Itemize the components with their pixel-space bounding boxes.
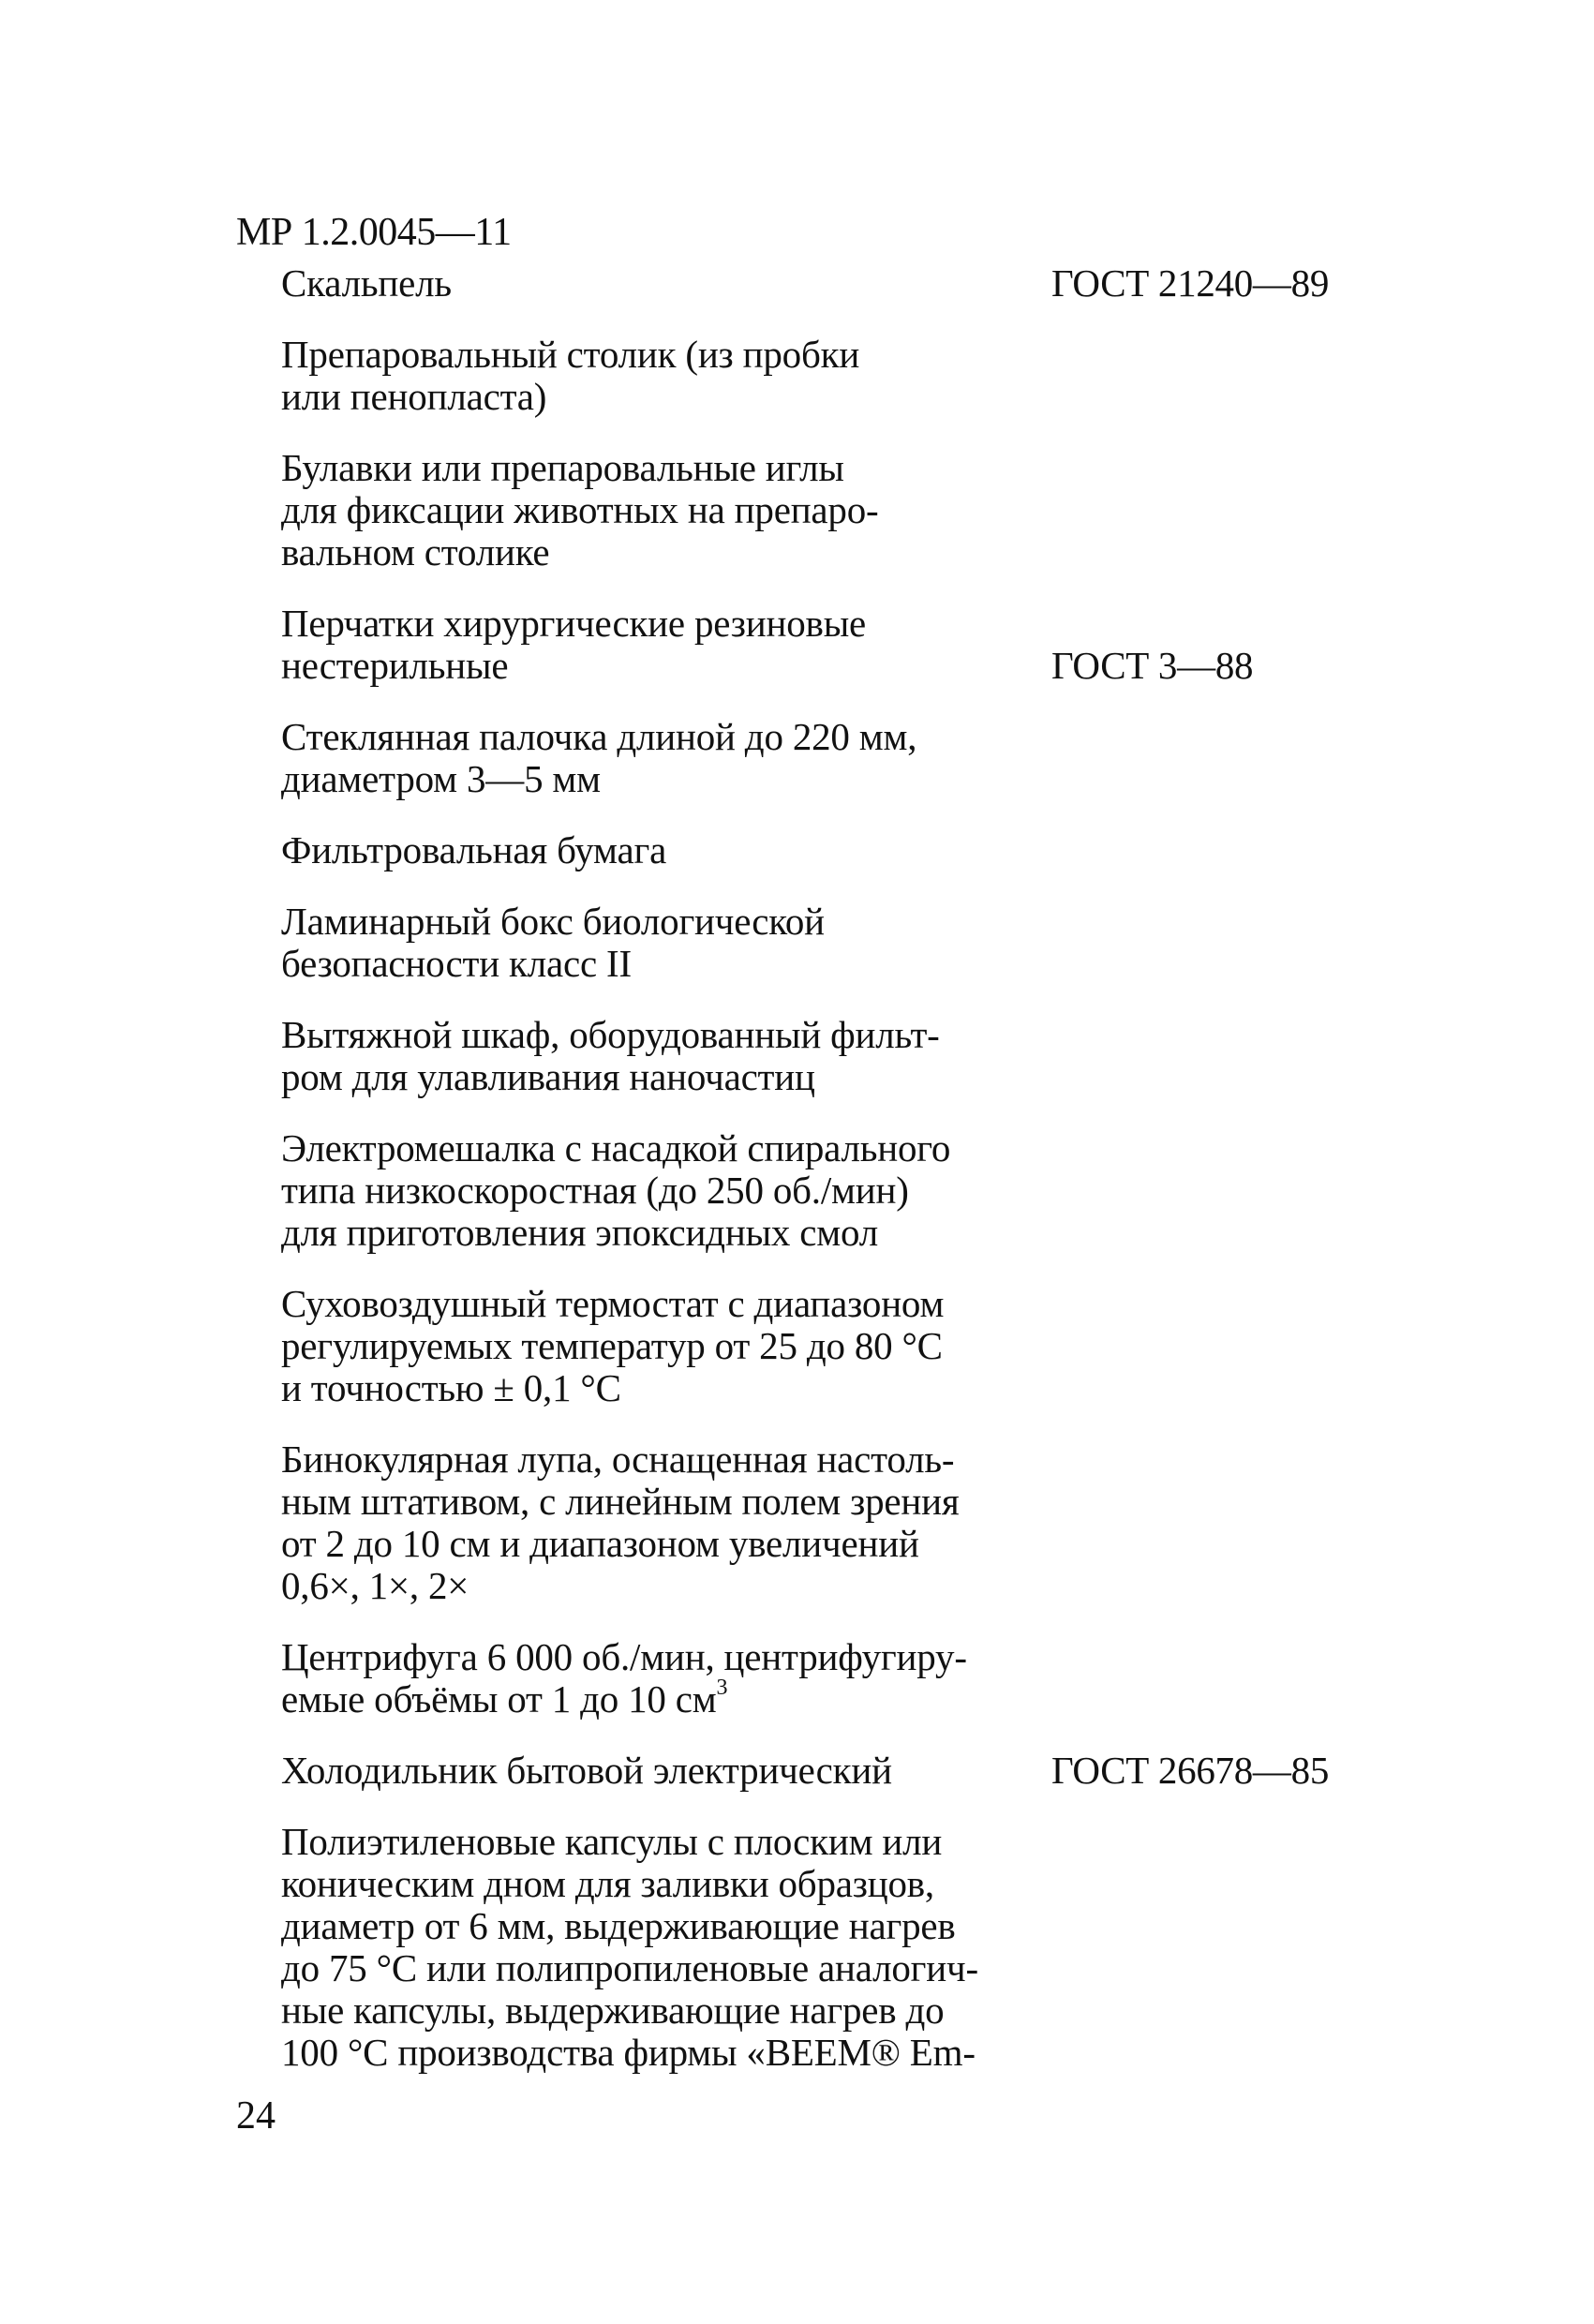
list-item xyxy=(281,603,1359,687)
item-description: Фильтровальная бумага xyxy=(281,828,667,872)
item-description: Скальпель xyxy=(281,261,452,305)
list-item xyxy=(281,1438,1359,1607)
item-description: Вытяжной шкаф, оборудованный фильт- ром для улавливания наночастиц xyxy=(281,1013,940,1098)
list-item xyxy=(281,829,1359,872)
list-item xyxy=(281,1636,1359,1721)
list-item xyxy=(281,1283,1359,1409)
superscript-exponent: 3 xyxy=(716,1676,728,1700)
list-item xyxy=(281,1750,1359,1792)
item-description: Перчатки хирургические резиновые нестерильные xyxy=(281,602,867,687)
item-description: Суховоздушный термостат с диапазоном регулируемых температур от 25 до 80 °С и точностью ± 0,1 °С xyxy=(281,1282,945,1409)
item-description: Холодильник бытовой электрический xyxy=(281,1749,892,1792)
item-description-text: Центрифуга 6 000 об./мин, центрифугиру- емые объёмы от 1 до 10 см xyxy=(281,1635,967,1721)
list-item xyxy=(281,262,1359,305)
item-description xyxy=(281,1636,1040,1721)
item-description: Электромешалка с насадкой спирального типа низкоскоростная (до 250 об./мин) для приготовления эпоксидных смол xyxy=(281,1126,951,1254)
list-item xyxy=(281,901,1359,985)
list-item xyxy=(281,1821,1359,2074)
page-number: 24 xyxy=(236,2094,276,2138)
equipment-list xyxy=(281,262,1359,2103)
item-description: Булавки или препаровальные иглы для фиксации животных на препаро- вальном столике xyxy=(281,446,879,574)
item-description: Полиэтиленовые капсулы с плоским или коническим дном для заливки образцов, диаметр от 6 мм, выдерживающие нагрев до 75 °С или полипропиленовые аналогич- ные капсулы, выдерживающие нагрев до 100 °С производства фирмы «BEEM® Em- xyxy=(281,1820,978,2074)
item-standard: ГОСТ 3—88 xyxy=(1051,644,1254,687)
list-item xyxy=(281,447,1359,574)
item-standard: ГОСТ 21240—89 xyxy=(1051,261,1330,305)
list-item xyxy=(281,334,1359,418)
item-description: Ламинарный бокс биологической безопасности класс II xyxy=(281,900,825,985)
document-code: МР 1.2.0045—11 xyxy=(236,211,512,254)
list-item xyxy=(281,1127,1359,1254)
list-item xyxy=(281,716,1359,800)
item-description: Стеклянная палочка длиной до 220 мм, диаметром 3—5 мм xyxy=(281,715,917,800)
item-description: Препаровальный столик (из пробки или пенопласта) xyxy=(281,333,860,418)
item-standard: ГОСТ 26678—85 xyxy=(1051,1749,1330,1792)
list-item xyxy=(281,1014,1359,1098)
item-description: Бинокулярная лупа, оснащенная настоль- ным штативом, с линейным полем зрения от 2 до 10 см и диапазоном увеличений 0,6×, 1×, 2× xyxy=(281,1438,960,1607)
